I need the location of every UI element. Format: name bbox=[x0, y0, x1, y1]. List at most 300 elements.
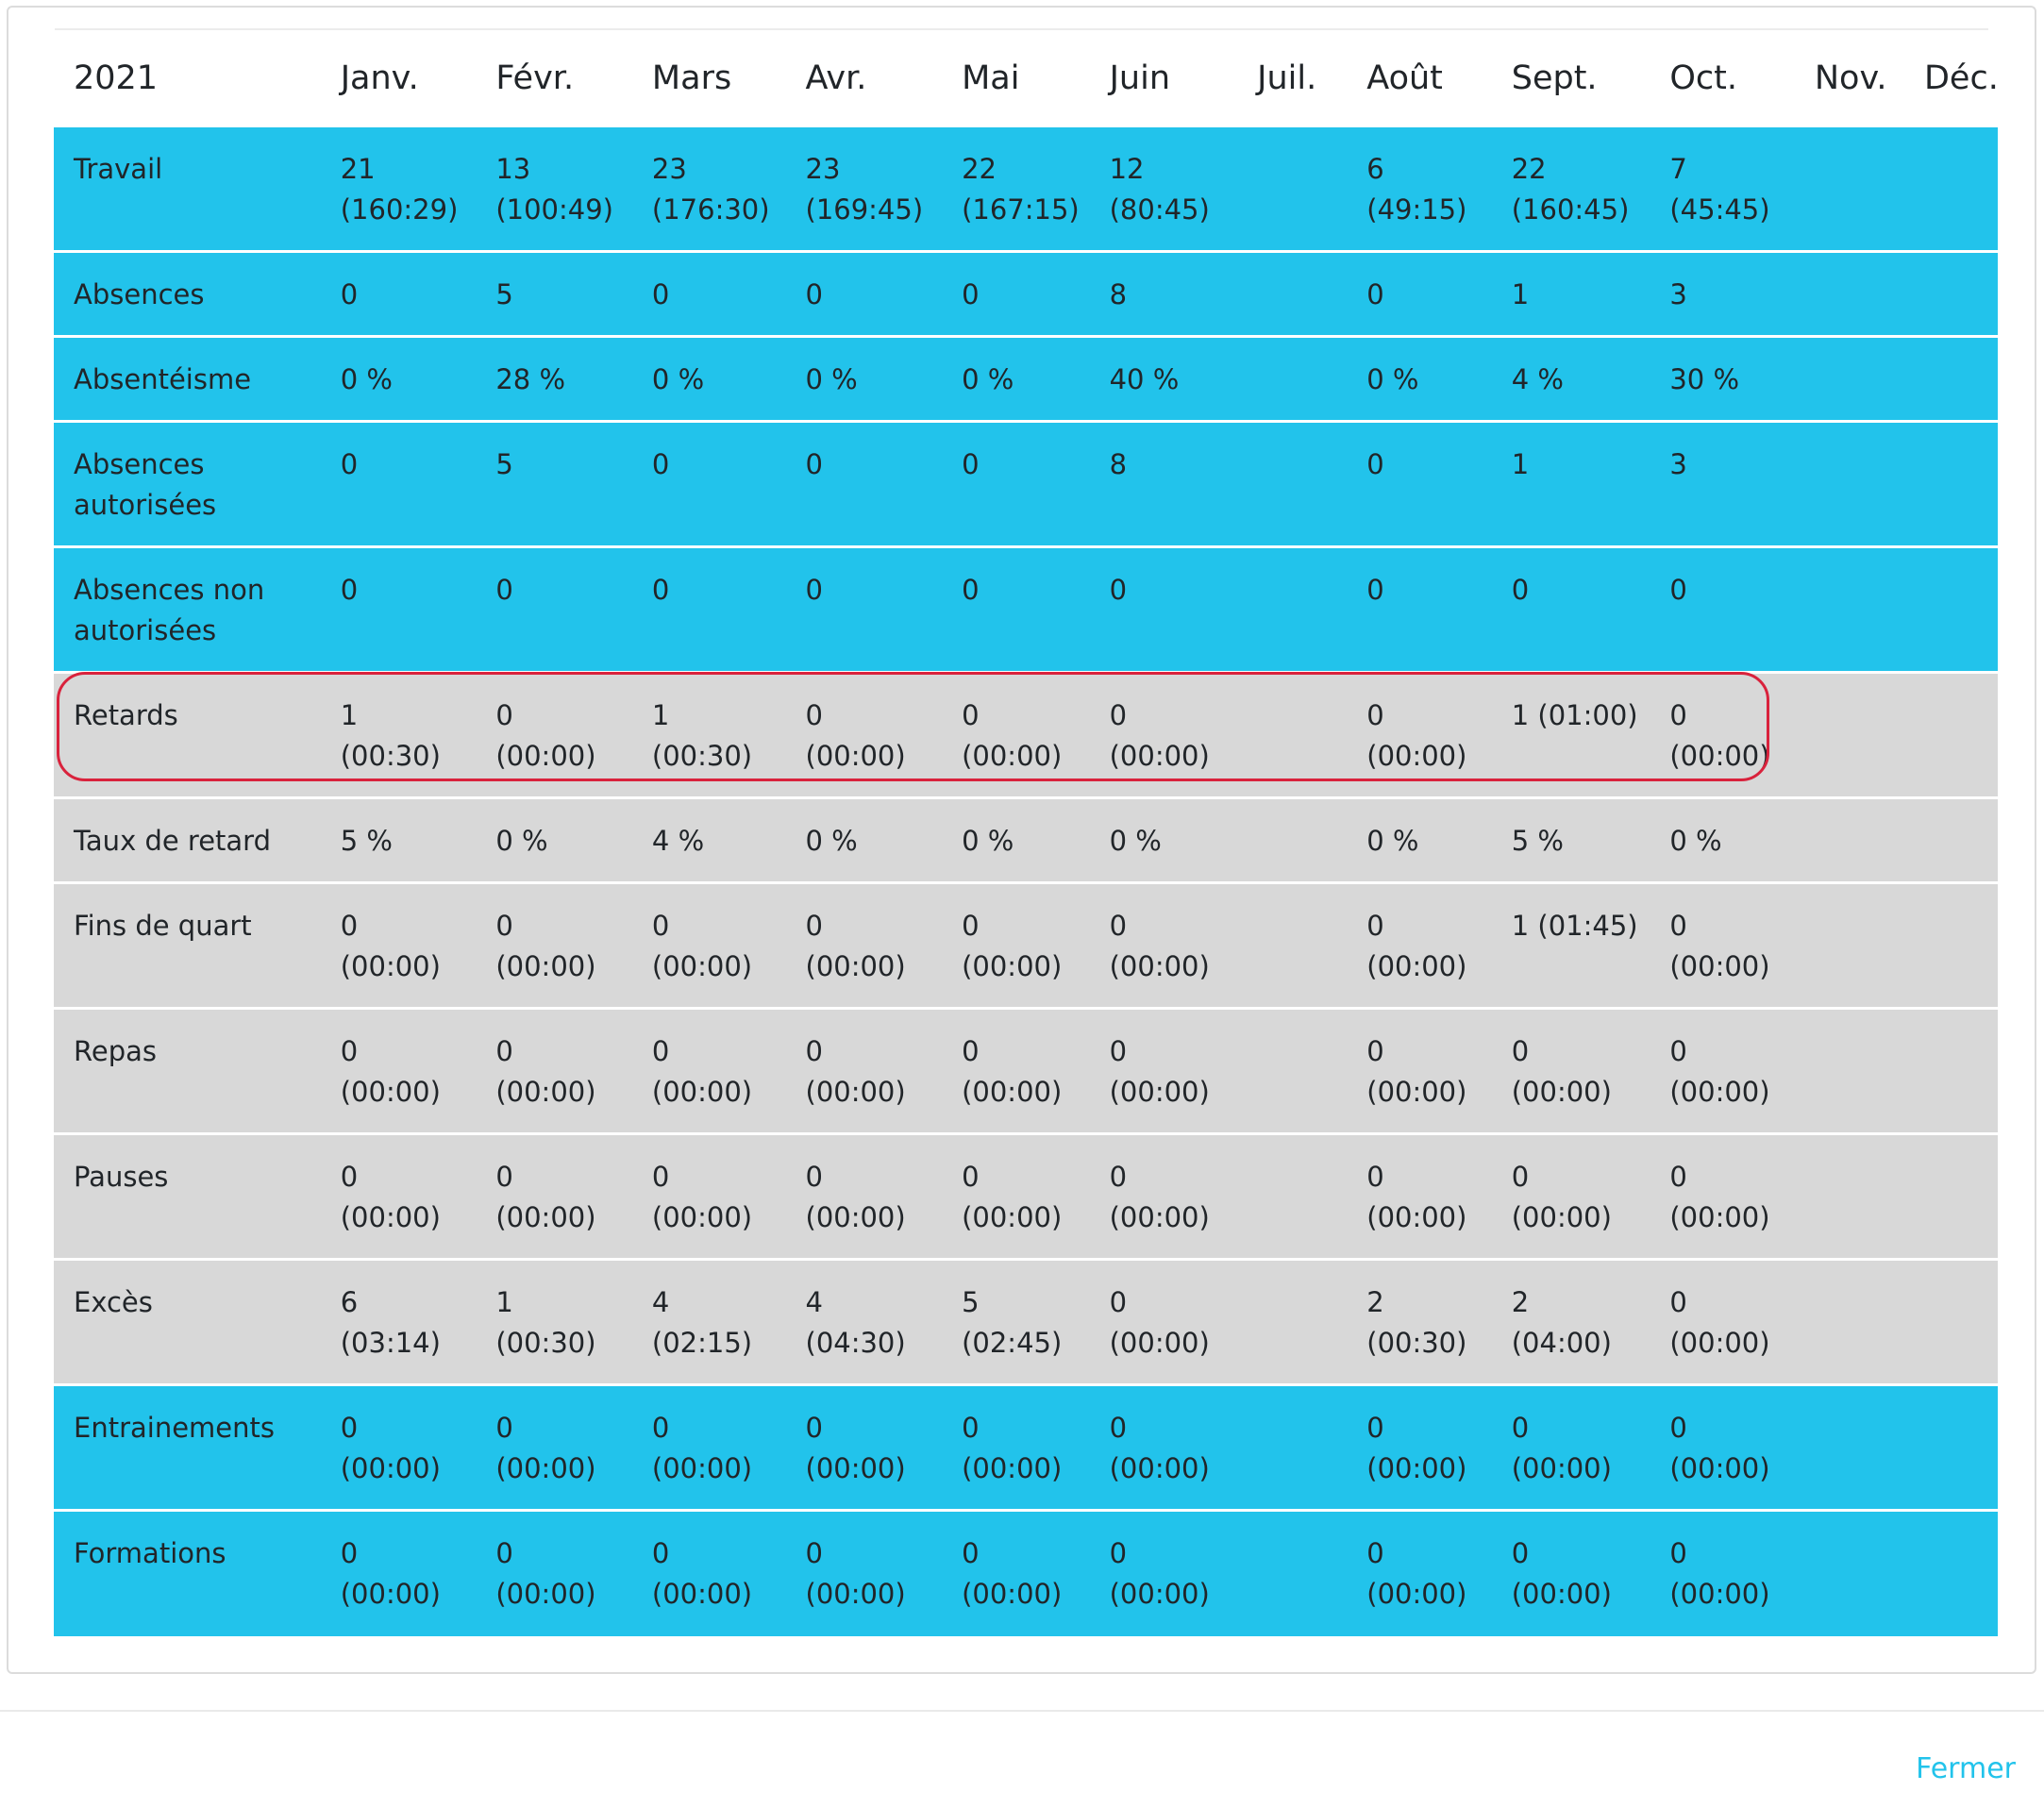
cell-line: 0 bbox=[1511, 1412, 1530, 1444]
table-cell bbox=[1904, 1511, 1998, 1636]
cell-line: 0 bbox=[340, 1035, 359, 1067]
cell-line: 30 % bbox=[1669, 363, 1740, 395]
table-row bbox=[54, 1134, 1998, 1260]
table-cell bbox=[1237, 798, 1347, 883]
table-cell bbox=[1904, 1009, 1998, 1134]
table-cell bbox=[1904, 126, 1998, 252]
table-cell bbox=[1650, 422, 1794, 547]
cell-line: 4 bbox=[805, 1286, 823, 1318]
cell-line: 4 % bbox=[651, 825, 705, 857]
table-cell bbox=[1347, 1009, 1491, 1134]
cell-line: (00:00) bbox=[1669, 1076, 1770, 1108]
table-cell bbox=[1650, 1260, 1794, 1385]
table-cell bbox=[942, 547, 1090, 673]
cell-line: 0 bbox=[1669, 574, 1687, 606]
table-cell bbox=[786, 883, 943, 1009]
row-label: Pauses bbox=[54, 1134, 321, 1260]
cell-line: (45:45) bbox=[1669, 193, 1770, 226]
table-cell bbox=[476, 673, 632, 798]
row-label-line: Absences bbox=[74, 448, 205, 480]
table-cell bbox=[321, 252, 477, 337]
cell-line: (80:45) bbox=[1109, 193, 1210, 226]
cell-line: (00:30) bbox=[651, 740, 753, 772]
row-label: Absences bbox=[54, 252, 321, 337]
cell-line: 0 bbox=[962, 1161, 980, 1193]
cell-line: (00:00) bbox=[1669, 1327, 1770, 1359]
cell-line: 23 bbox=[651, 153, 687, 185]
cell-line: (100:49) bbox=[495, 193, 613, 226]
table-cell bbox=[1090, 1385, 1238, 1511]
cell-line: 5 bbox=[495, 448, 513, 480]
table-cell bbox=[321, 547, 477, 673]
cell-line: 0 bbox=[651, 1035, 670, 1067]
cell-line: (00:30) bbox=[1366, 1327, 1467, 1359]
cell-line: (00:00) bbox=[1109, 1076, 1210, 1108]
cell-line: (00:00) bbox=[1669, 1578, 1770, 1610]
cell-line: (00:00) bbox=[1366, 1201, 1467, 1233]
cell-line: (00:00) bbox=[340, 950, 441, 982]
cell-line: 0 bbox=[495, 699, 513, 731]
table-cell bbox=[476, 1134, 632, 1260]
cell-line: 0 bbox=[1669, 1035, 1687, 1067]
month-header: Juin bbox=[1090, 32, 1238, 126]
month-header: Déc. bbox=[1904, 32, 1998, 126]
table-cell bbox=[632, 126, 786, 252]
cell-line: (169:45) bbox=[805, 193, 924, 226]
cell-line: 0 bbox=[1669, 699, 1687, 731]
monthly-stats-table bbox=[54, 32, 1998, 1636]
table-cell bbox=[1347, 1260, 1491, 1385]
cell-line: 1 bbox=[651, 699, 670, 731]
month-header: Nov. bbox=[1795, 32, 1904, 126]
table-row bbox=[54, 422, 1998, 547]
cell-line: 0 % bbox=[1366, 825, 1419, 857]
table-cell bbox=[1090, 1009, 1238, 1134]
cell-line: 23 bbox=[805, 153, 841, 185]
cell-line: 0 bbox=[1669, 910, 1687, 942]
table-cell bbox=[321, 422, 477, 547]
cell-line: (00:00) bbox=[1511, 1076, 1612, 1108]
table-row bbox=[54, 673, 1998, 798]
cell-line: (00:00) bbox=[340, 1452, 441, 1484]
table-cell bbox=[632, 1009, 786, 1134]
table-cell bbox=[786, 1260, 943, 1385]
month-header: Avr. bbox=[786, 32, 943, 126]
table-cell bbox=[321, 883, 477, 1009]
table-cell bbox=[1492, 126, 1650, 252]
month-header: Oct. bbox=[1650, 32, 1794, 126]
cell-line: (00:00) bbox=[805, 950, 906, 982]
table-cell bbox=[1347, 673, 1491, 798]
table-cell bbox=[942, 252, 1090, 337]
cell-line: 0 bbox=[340, 910, 359, 942]
cell-line: (02:45) bbox=[962, 1327, 1063, 1359]
table-cell bbox=[1795, 547, 1904, 673]
table-cell bbox=[786, 422, 943, 547]
table-cell bbox=[1795, 798, 1904, 883]
table-cell bbox=[476, 547, 632, 673]
cell-line: (00:00) bbox=[1366, 950, 1467, 982]
cell-line: 0 bbox=[1511, 1035, 1530, 1067]
cell-line: (00:00) bbox=[1669, 1452, 1770, 1484]
cell-line: (160:45) bbox=[1511, 193, 1630, 226]
table-cell bbox=[1090, 252, 1238, 337]
cell-line: 0 bbox=[962, 574, 980, 606]
cell-line: 3 bbox=[1669, 448, 1687, 480]
table-cell bbox=[1090, 798, 1238, 883]
cell-line: 0 bbox=[1109, 910, 1128, 942]
cell-line: 0 bbox=[1109, 574, 1128, 606]
cell-line: (176:30) bbox=[651, 193, 770, 226]
table-cell bbox=[1237, 547, 1347, 673]
cell-line: (00:00) bbox=[805, 1578, 906, 1610]
cell-line: (167:15) bbox=[962, 193, 1080, 226]
table-cell bbox=[321, 1260, 477, 1385]
cell-line: 0 bbox=[495, 1537, 513, 1569]
table-cell bbox=[632, 798, 786, 883]
cell-line: 0 bbox=[962, 448, 980, 480]
table-cell bbox=[476, 883, 632, 1009]
table-cell bbox=[321, 1009, 477, 1134]
table-cell bbox=[942, 1260, 1090, 1385]
cell-line: 0 bbox=[1366, 278, 1384, 310]
table-cell bbox=[1347, 126, 1491, 252]
table-cell bbox=[476, 252, 632, 337]
table-cell bbox=[1237, 126, 1347, 252]
cell-line: 1 (01:00) bbox=[1511, 699, 1638, 731]
cell-line: 0 bbox=[1511, 1537, 1530, 1569]
table-cell bbox=[942, 337, 1090, 422]
cell-line: (03:14) bbox=[340, 1327, 441, 1359]
table-cell bbox=[1795, 252, 1904, 337]
table-cell bbox=[1237, 673, 1347, 798]
cell-line: 0 % bbox=[962, 363, 1014, 395]
table-cell bbox=[1904, 337, 1998, 422]
cell-line: 0 bbox=[962, 1412, 980, 1444]
table-cell bbox=[1237, 422, 1347, 547]
row-label: Repas bbox=[54, 1009, 321, 1134]
cell-line: (00:00) bbox=[1109, 740, 1210, 772]
cell-line: (02:15) bbox=[651, 1327, 753, 1359]
table-row bbox=[54, 1511, 1998, 1636]
row-label: Taux de retard bbox=[54, 798, 321, 883]
cell-line: (04:00) bbox=[1511, 1327, 1612, 1359]
table-cell bbox=[942, 422, 1090, 547]
row-label: Excès bbox=[54, 1260, 321, 1385]
cell-line: 6 bbox=[1366, 153, 1384, 185]
cell-line: 0 bbox=[1366, 1537, 1384, 1569]
cell-line: 0 bbox=[1366, 448, 1384, 480]
cell-line: 22 bbox=[962, 153, 997, 185]
cell-line: (00:00) bbox=[651, 1201, 753, 1233]
table-cell bbox=[1795, 883, 1904, 1009]
cell-line: (00:00) bbox=[495, 740, 596, 772]
table-cell bbox=[1237, 883, 1347, 1009]
table-cell bbox=[1237, 252, 1347, 337]
table-cell bbox=[1347, 883, 1491, 1009]
table-cell bbox=[1492, 1260, 1650, 1385]
table-cell bbox=[476, 1385, 632, 1511]
table-header-row bbox=[54, 32, 1998, 126]
table-cell bbox=[942, 883, 1090, 1009]
month-header: Août bbox=[1347, 32, 1491, 126]
table-cell bbox=[1492, 337, 1650, 422]
table-cell bbox=[1237, 1009, 1347, 1134]
cell-line: (00:00) bbox=[1109, 1327, 1210, 1359]
table-cell bbox=[632, 883, 786, 1009]
cell-line: (00:30) bbox=[340, 740, 441, 772]
cell-line: 0 % bbox=[651, 363, 705, 395]
table-cell bbox=[1650, 798, 1794, 883]
cell-line: (00:00) bbox=[805, 740, 906, 772]
cell-line: 0 bbox=[1511, 574, 1530, 606]
table-cell bbox=[632, 1260, 786, 1385]
table-cell bbox=[1090, 337, 1238, 422]
cell-line: 0 bbox=[1669, 1412, 1687, 1444]
cell-line: 0 % bbox=[962, 825, 1014, 857]
cell-line: (00:00) bbox=[651, 1578, 753, 1610]
cell-line: 0 bbox=[962, 1035, 980, 1067]
close-button[interactable]: Fermer bbox=[1916, 1752, 2016, 1785]
cell-line: (00:00) bbox=[495, 1201, 596, 1233]
table-cell bbox=[786, 1511, 943, 1636]
cell-line: (00:00) bbox=[1511, 1452, 1612, 1484]
table-cell bbox=[1237, 1511, 1347, 1636]
cell-line: 0 bbox=[651, 1537, 670, 1569]
table-cell bbox=[1090, 883, 1238, 1009]
cell-line: (00:00) bbox=[1669, 950, 1770, 982]
cell-line: (00:00) bbox=[1109, 950, 1210, 982]
month-header: Juil. bbox=[1237, 32, 1347, 126]
cell-line: 8 bbox=[1109, 448, 1128, 480]
cell-line: 0 bbox=[495, 910, 513, 942]
table-cell bbox=[1904, 1134, 1998, 1260]
table-cell bbox=[1237, 1260, 1347, 1385]
cell-line: 5 % bbox=[340, 825, 393, 857]
table-cell bbox=[1795, 1260, 1904, 1385]
table-cell bbox=[1347, 422, 1491, 547]
table-cell bbox=[1492, 252, 1650, 337]
table-cell bbox=[1650, 1134, 1794, 1260]
table-cell bbox=[632, 547, 786, 673]
row-label: Fins de quart bbox=[54, 883, 321, 1009]
table-cell bbox=[1650, 1511, 1794, 1636]
cell-line: 40 % bbox=[1109, 363, 1180, 395]
table-cell bbox=[1492, 798, 1650, 883]
table-cell bbox=[476, 422, 632, 547]
cell-line: 4 % bbox=[1511, 363, 1564, 395]
cell-line: 0 bbox=[495, 1161, 513, 1193]
table-cell bbox=[1090, 1260, 1238, 1385]
table-cell bbox=[1492, 883, 1650, 1009]
cell-line: 0 bbox=[340, 1412, 359, 1444]
panel-top-divider bbox=[55, 28, 1988, 30]
table-row bbox=[54, 1009, 1998, 1134]
row-label: Retards bbox=[54, 673, 321, 798]
cell-line: (00:00) bbox=[1366, 1076, 1467, 1108]
cell-line: (00:00) bbox=[340, 1201, 441, 1233]
cell-line: 0 % bbox=[805, 363, 858, 395]
table-cell bbox=[476, 1260, 632, 1385]
cell-line: 5 bbox=[495, 278, 513, 310]
table-cell bbox=[942, 1385, 1090, 1511]
cell-line: (00:00) bbox=[651, 1452, 753, 1484]
row-label: Absentéisme bbox=[54, 337, 321, 422]
cell-line: (00:00) bbox=[805, 1201, 906, 1233]
cell-line: (00:00) bbox=[805, 1452, 906, 1484]
cell-line: 0 bbox=[1366, 1161, 1384, 1193]
cell-line: 0 bbox=[340, 574, 359, 606]
table-cell bbox=[476, 126, 632, 252]
table-cell bbox=[476, 1009, 632, 1134]
table-cell bbox=[1492, 1134, 1650, 1260]
table-cell bbox=[632, 1385, 786, 1511]
table-cell bbox=[632, 1511, 786, 1636]
cell-line: (00:00) bbox=[651, 1076, 753, 1108]
cell-line: 0 bbox=[340, 1537, 359, 1569]
cell-line: (00:00) bbox=[1366, 740, 1467, 772]
row-label-line: autorisées bbox=[74, 614, 217, 646]
table-row bbox=[54, 252, 1998, 337]
cell-line: (00:00) bbox=[495, 1076, 596, 1108]
table-cell bbox=[786, 673, 943, 798]
month-header: Mars bbox=[632, 32, 786, 126]
cell-line: 0 bbox=[495, 1412, 513, 1444]
table-cell bbox=[1904, 798, 1998, 883]
cell-line: 0 bbox=[805, 1412, 823, 1444]
cell-line: 0 bbox=[805, 278, 823, 310]
cell-line: 1 bbox=[495, 1286, 513, 1318]
row-label: Entrainements bbox=[54, 1385, 321, 1511]
cell-line: (00:00) bbox=[340, 1076, 441, 1108]
cell-line: 2 bbox=[1511, 1286, 1530, 1318]
cell-line: 0 bbox=[495, 574, 513, 606]
cell-line: 1 (01:45) bbox=[1511, 910, 1638, 942]
table-cell bbox=[1347, 337, 1491, 422]
table-cell bbox=[1904, 547, 1998, 673]
cell-line: 0 bbox=[1669, 1161, 1687, 1193]
table-cell bbox=[1904, 1385, 1998, 1511]
row-label bbox=[54, 547, 321, 673]
cell-line: 0 bbox=[805, 574, 823, 606]
cell-line: 13 bbox=[495, 153, 531, 185]
cell-line: 0 bbox=[651, 278, 670, 310]
cell-line: 0 bbox=[651, 574, 670, 606]
table-row bbox=[54, 337, 1998, 422]
cell-line: 0 bbox=[805, 1537, 823, 1569]
table-cell bbox=[1904, 1260, 1998, 1385]
stats-panel bbox=[7, 6, 2036, 1674]
table-cell bbox=[632, 252, 786, 337]
table-cell bbox=[942, 1134, 1090, 1260]
cell-line: 0 bbox=[962, 278, 980, 310]
table-cell bbox=[476, 1511, 632, 1636]
table-row bbox=[54, 126, 1998, 252]
cell-line: 0 % bbox=[340, 363, 393, 395]
cell-line: 0 bbox=[495, 1035, 513, 1067]
cell-line: 1 bbox=[1511, 448, 1530, 480]
cell-line: 0 bbox=[962, 910, 980, 942]
cell-line: 0 bbox=[340, 1161, 359, 1193]
table-cell bbox=[632, 1134, 786, 1260]
table-cell bbox=[1795, 673, 1904, 798]
table-cell bbox=[1650, 673, 1794, 798]
table-cell bbox=[942, 673, 1090, 798]
cell-line: 0 bbox=[340, 448, 359, 480]
month-header: Févr. bbox=[476, 32, 632, 126]
cell-line: 0 % bbox=[1366, 363, 1419, 395]
cell-line: 0 bbox=[1366, 910, 1384, 942]
cell-line: 0 bbox=[1366, 699, 1384, 731]
cell-line: 0 bbox=[651, 1412, 670, 1444]
cell-line: (00:00) bbox=[805, 1076, 906, 1108]
table-cell bbox=[321, 1511, 477, 1636]
row-label-line: autorisées bbox=[74, 489, 217, 521]
cell-line: 0 bbox=[962, 699, 980, 731]
table-cell bbox=[1650, 126, 1794, 252]
table-row bbox=[54, 1260, 1998, 1385]
table-cell bbox=[1492, 1385, 1650, 1511]
cell-line: 5 bbox=[962, 1286, 980, 1318]
cell-line: 0 bbox=[805, 448, 823, 480]
table-cell bbox=[1904, 252, 1998, 337]
cell-line: 12 bbox=[1109, 153, 1145, 185]
table-cell bbox=[786, 252, 943, 337]
cell-line: (00:00) bbox=[962, 740, 1063, 772]
cell-line: 0 bbox=[340, 278, 359, 310]
cell-line: (00:00) bbox=[1109, 1452, 1210, 1484]
cell-line: 0 bbox=[651, 448, 670, 480]
table-cell bbox=[1347, 1134, 1491, 1260]
table-cell bbox=[1795, 1385, 1904, 1511]
cell-line: 0 bbox=[1366, 1035, 1384, 1067]
cell-line: 0 bbox=[1109, 1412, 1128, 1444]
cell-line: (00:00) bbox=[1511, 1201, 1612, 1233]
table-cell bbox=[1090, 1134, 1238, 1260]
table-cell bbox=[1795, 337, 1904, 422]
cell-line: 2 bbox=[1366, 1286, 1384, 1318]
table-cell bbox=[1904, 883, 1998, 1009]
cell-line: 0 bbox=[805, 699, 823, 731]
table-cell bbox=[1492, 673, 1650, 798]
cell-line: 4 bbox=[651, 1286, 670, 1318]
cell-line: (00:00) bbox=[495, 950, 596, 982]
month-header: Sept. bbox=[1492, 32, 1650, 126]
cell-line: 0 bbox=[805, 910, 823, 942]
cell-line: 0 bbox=[1109, 699, 1128, 731]
cell-line: (00:00) bbox=[1109, 1201, 1210, 1233]
table-cell bbox=[632, 337, 786, 422]
table-cell bbox=[1904, 422, 1998, 547]
cell-line: 6 bbox=[340, 1286, 359, 1318]
cell-line: (00:00) bbox=[962, 1452, 1063, 1484]
table-cell bbox=[321, 1385, 477, 1511]
cell-line: (00:30) bbox=[495, 1327, 596, 1359]
table-cell bbox=[786, 1134, 943, 1260]
cell-line: (00:00) bbox=[962, 1076, 1063, 1108]
table-cell bbox=[1904, 673, 1998, 798]
table-cell bbox=[786, 547, 943, 673]
table-cell bbox=[1795, 1134, 1904, 1260]
cell-line: 0 % bbox=[805, 825, 858, 857]
table-cell bbox=[321, 1134, 477, 1260]
table-row bbox=[54, 798, 1998, 883]
table-cell bbox=[1492, 1511, 1650, 1636]
cell-line: (00:00) bbox=[1109, 1578, 1210, 1610]
cell-line: (00:00) bbox=[1511, 1578, 1612, 1610]
cell-line: 1 bbox=[340, 699, 359, 731]
cell-line: (00:00) bbox=[495, 1452, 596, 1484]
